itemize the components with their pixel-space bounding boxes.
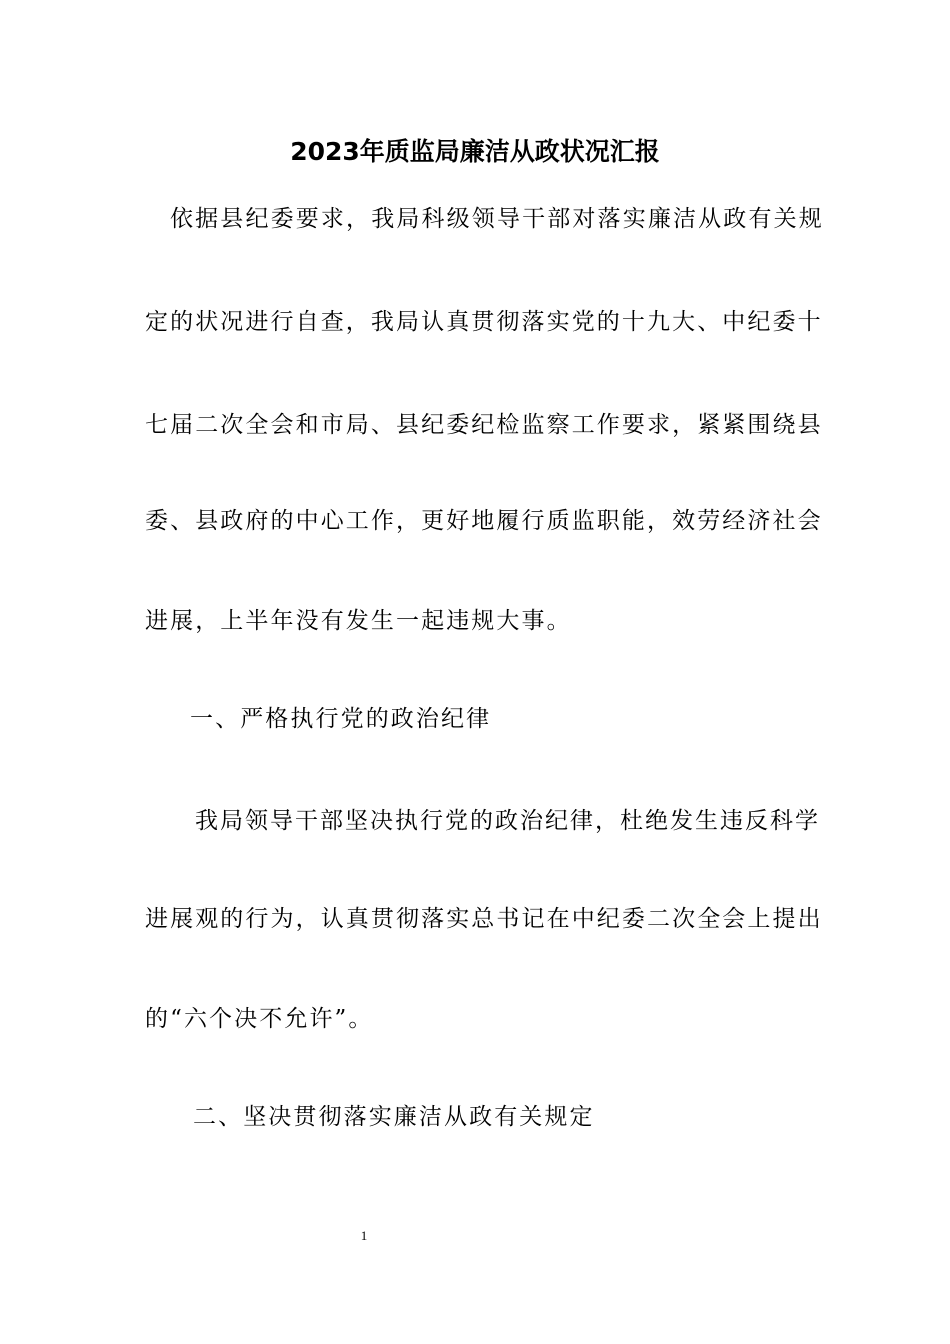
section-heading-2: 二、坚决贯彻落实廉洁从政有关规定 — [193, 1104, 595, 1130]
paragraph-1-line-1: 依据县纪委要求，我局科级领导干部对落实廉洁从政有关规 — [170, 206, 824, 232]
paragraph-2-line-1: 我局领导干部坚决执行党的政治纪律，杜绝发生违反科学 — [195, 808, 820, 834]
page-number: 1 — [360, 1228, 368, 1243]
document-title: 2023年质监局廉洁从政状况汇报 — [290, 137, 660, 166]
paragraph-1-line-4: 委、县政府的中心工作，更好地履行质监职能，效劳经济社会 — [145, 508, 823, 534]
paragraph-1-line-5: 进展，上半年没有发生一起违规大事。 — [145, 608, 572, 634]
paragraph-1-line-3: 七届二次全会和市局、县纪委纪检监察工作要求，紧紧围绕县 — [145, 412, 823, 438]
paragraph-2-line-3: 的“六个决不允许”。 — [145, 1006, 374, 1032]
paragraph-2-line-2: 进展观的行为，认真贯彻落实总书记在中纪委二次全会上提出 — [145, 906, 823, 932]
section-heading-1: 一、严格执行党的政治纪律 — [190, 706, 492, 732]
paragraph-1-line-2: 定的状况进行自查，我局认真贯彻落实党的十九大、中纪委十 — [145, 309, 823, 335]
